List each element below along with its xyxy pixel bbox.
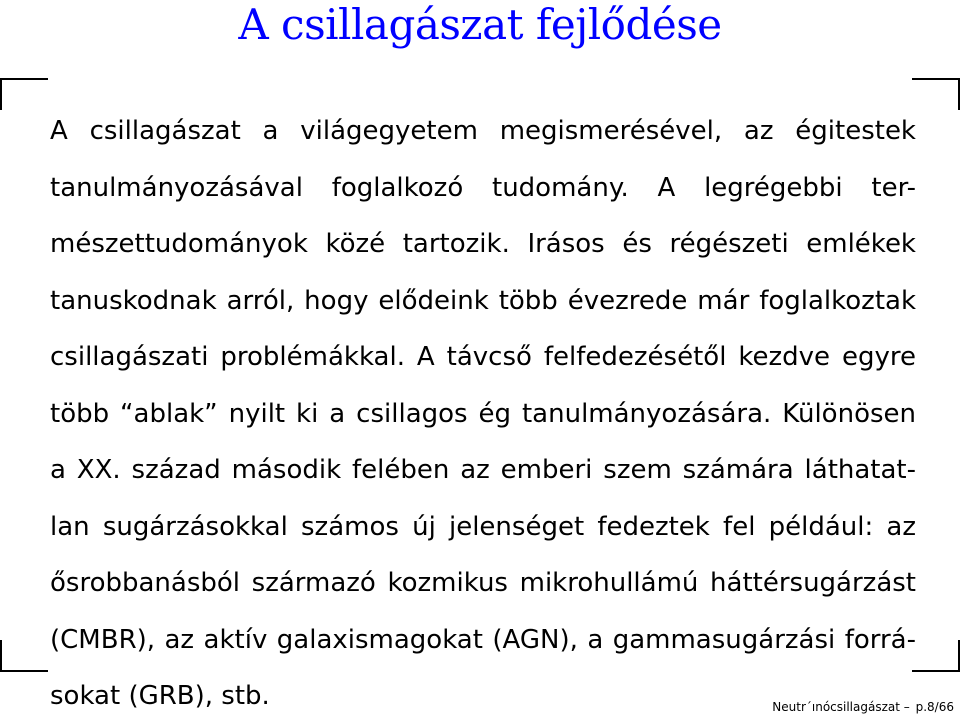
frame-corner-bottom-left <box>0 640 48 672</box>
paragraph-line: tanuskodnak arról, hogy elődeink több évezrede már foglalkoztak <box>50 285 916 316</box>
paragraph-line: ősrobbanásból származó kozmikus mikrohullámú háttérsugárzást <box>50 568 916 598</box>
frame-corner-top-right <box>912 78 960 110</box>
paragraph-line: több “ablak” nyilt ki a csillagos ég tanulmányozására. Különösen <box>50 398 916 429</box>
frame-corner-bottom-right <box>912 640 960 672</box>
slide-footer <box>772 699 954 715</box>
paragraph-line: (CMBR), az aktív galaxismagokat (AGN), a gammasugárzási forrá- <box>50 624 916 655</box>
paragraph-line: mészettudományok közé tartozik. Irásos és régészeti emlékek <box>50 229 916 259</box>
slide-body-paragraph <box>50 103 916 725</box>
footer-separator: – <box>903 700 910 714</box>
paragraph-line: lan sugárzásokkal számos új jelenséget fedeztek fel például: az <box>50 511 916 542</box>
paragraph-line: sokat (GRB), stb. <box>50 681 270 711</box>
paragraph-line: csillagászati problémákkal. A távcső felfedezésétől kezdve egyre <box>50 342 916 372</box>
paragraph-line: a XX. század második felében az emberi szem számára láthatat- <box>50 455 916 485</box>
paragraph-line: A csillagászat a világegyetem megismerésével, az égitestek <box>50 116 916 146</box>
page-number: p.8/66 <box>915 700 954 714</box>
frame-corner-top-left <box>0 78 48 110</box>
paragraph-line: tanulmányozásával foglalkozó tudomány. A legrégebbi ter- <box>50 172 916 203</box>
slide-title: A csillagászat fejlődése <box>238 0 722 49</box>
footer-author: Neutr´ınócsillagászat <box>772 700 900 714</box>
